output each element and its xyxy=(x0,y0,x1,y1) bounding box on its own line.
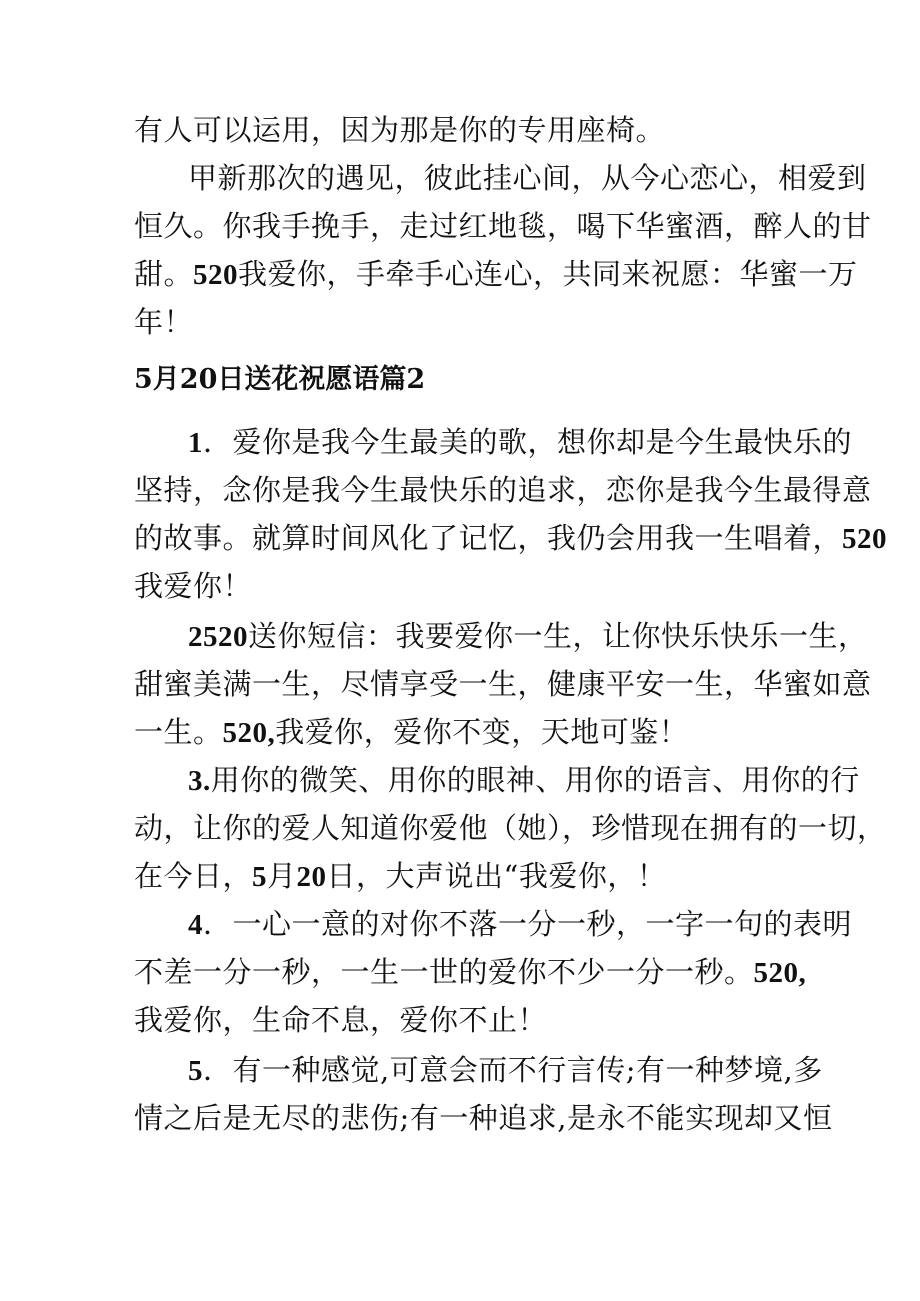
text-run: 有人可以运用，因为那是你的专用座椅。 xyxy=(134,113,666,147)
number-run: 520, xyxy=(222,717,276,749)
list-number: 4 xyxy=(188,909,203,941)
number-run: 520 xyxy=(842,523,888,555)
paragraph-meeting-line4 xyxy=(134,302,193,342)
text-line xyxy=(134,110,665,150)
text-run: 甜。 xyxy=(134,257,194,291)
text-run: 情之后是无尽的悲伤;有一种追求,是永不能实现却又恒 xyxy=(134,1101,833,1135)
text-run: 恒久。你我手挽手，走过红地毯，喝下华蜜酒，醉人的甘 xyxy=(134,209,872,243)
text-run: 年！ xyxy=(134,305,194,339)
text-run: 我爱你，爱你不变，天地可鉴！ xyxy=(275,715,689,749)
text-run: 送你短信：我要爱你一生，让你快乐快乐一生， xyxy=(248,619,868,653)
section-heading xyxy=(134,360,425,400)
text-run: ．爱你是我今生最美的歌，想你却是今生最快乐的 xyxy=(203,425,853,459)
number-run: 20 xyxy=(296,861,327,893)
list-number: 1 xyxy=(188,427,203,459)
item3-line3 xyxy=(134,856,666,897)
text-run: 一生。 xyxy=(134,715,223,749)
text-run: 我爱你，生命不息，爱你不止！ xyxy=(134,1003,548,1037)
text-run: 在今日， xyxy=(134,859,253,893)
item4-line2 xyxy=(134,952,806,993)
item5-line2 xyxy=(134,1098,833,1138)
item3-line1 xyxy=(188,760,860,801)
paragraph-meeting-line3 xyxy=(134,254,858,295)
item2-line1 xyxy=(188,616,868,657)
paragraph-meeting-line1 xyxy=(188,158,867,198)
text-run: ．一心一意的对你不落一分一秒，一字一句的表明 xyxy=(203,907,853,941)
item4-line3 xyxy=(134,1000,547,1040)
item2-line3 xyxy=(134,712,688,753)
text-run: 我爱你！ xyxy=(134,569,253,603)
paragraph-meeting-line2 xyxy=(134,206,872,246)
text-run: 坚持，念你是我今生最快乐的追求，恋你是我今生最得意 xyxy=(134,473,872,507)
text-run: 甲新那次的遇见，彼此挂心间，从今心恋心，相爱到 xyxy=(188,161,867,195)
text-run: 月 xyxy=(267,859,297,893)
item4-line1 xyxy=(188,904,852,945)
item1-line2 xyxy=(134,470,872,510)
item1-line4 xyxy=(134,566,252,606)
text-run: 用你的微笑、用你的眼神、用你的语言、用你的行 xyxy=(210,763,860,797)
text-run: 甜蜜美满一生，尽情享受一生，健康平安一生，华蜜如意 xyxy=(134,667,872,701)
list-number: 2520 xyxy=(188,621,248,653)
number-run: 520, xyxy=(753,957,807,989)
text-run: 的故事。就算时间风化了记忆，我仍会用我一生唱着， xyxy=(134,521,843,555)
text-run: 我爱你，手牵手心连心，共同来祝愿：华蜜一万 xyxy=(238,257,858,291)
item5-line1 xyxy=(188,1050,823,1091)
item1-line1 xyxy=(188,422,852,463)
item1-line3 xyxy=(134,518,887,559)
text-run: ．有一种感觉,可意会而不行言传;有一种梦境,多 xyxy=(203,1053,823,1087)
number-run: 5 xyxy=(252,861,268,893)
list-number-suffix: . xyxy=(203,765,211,797)
text-run: 日，大声说出“我爱你，！ xyxy=(326,859,667,893)
list-number: 3 xyxy=(188,765,203,797)
list-number: 5 xyxy=(188,1055,203,1087)
number-run: 520 xyxy=(193,259,239,291)
item2-line2 xyxy=(134,664,872,704)
heading-text: 5月20日送花祝愿语篇2 xyxy=(134,364,426,395)
text-run: 动，让你的爱人知道你爱他（她），珍惜现在拥有的一切， xyxy=(134,811,887,845)
item3-line2 xyxy=(134,808,887,848)
text-run: 不差一分一秒，一生一世的爱你不少一分一秒。 xyxy=(134,955,754,989)
